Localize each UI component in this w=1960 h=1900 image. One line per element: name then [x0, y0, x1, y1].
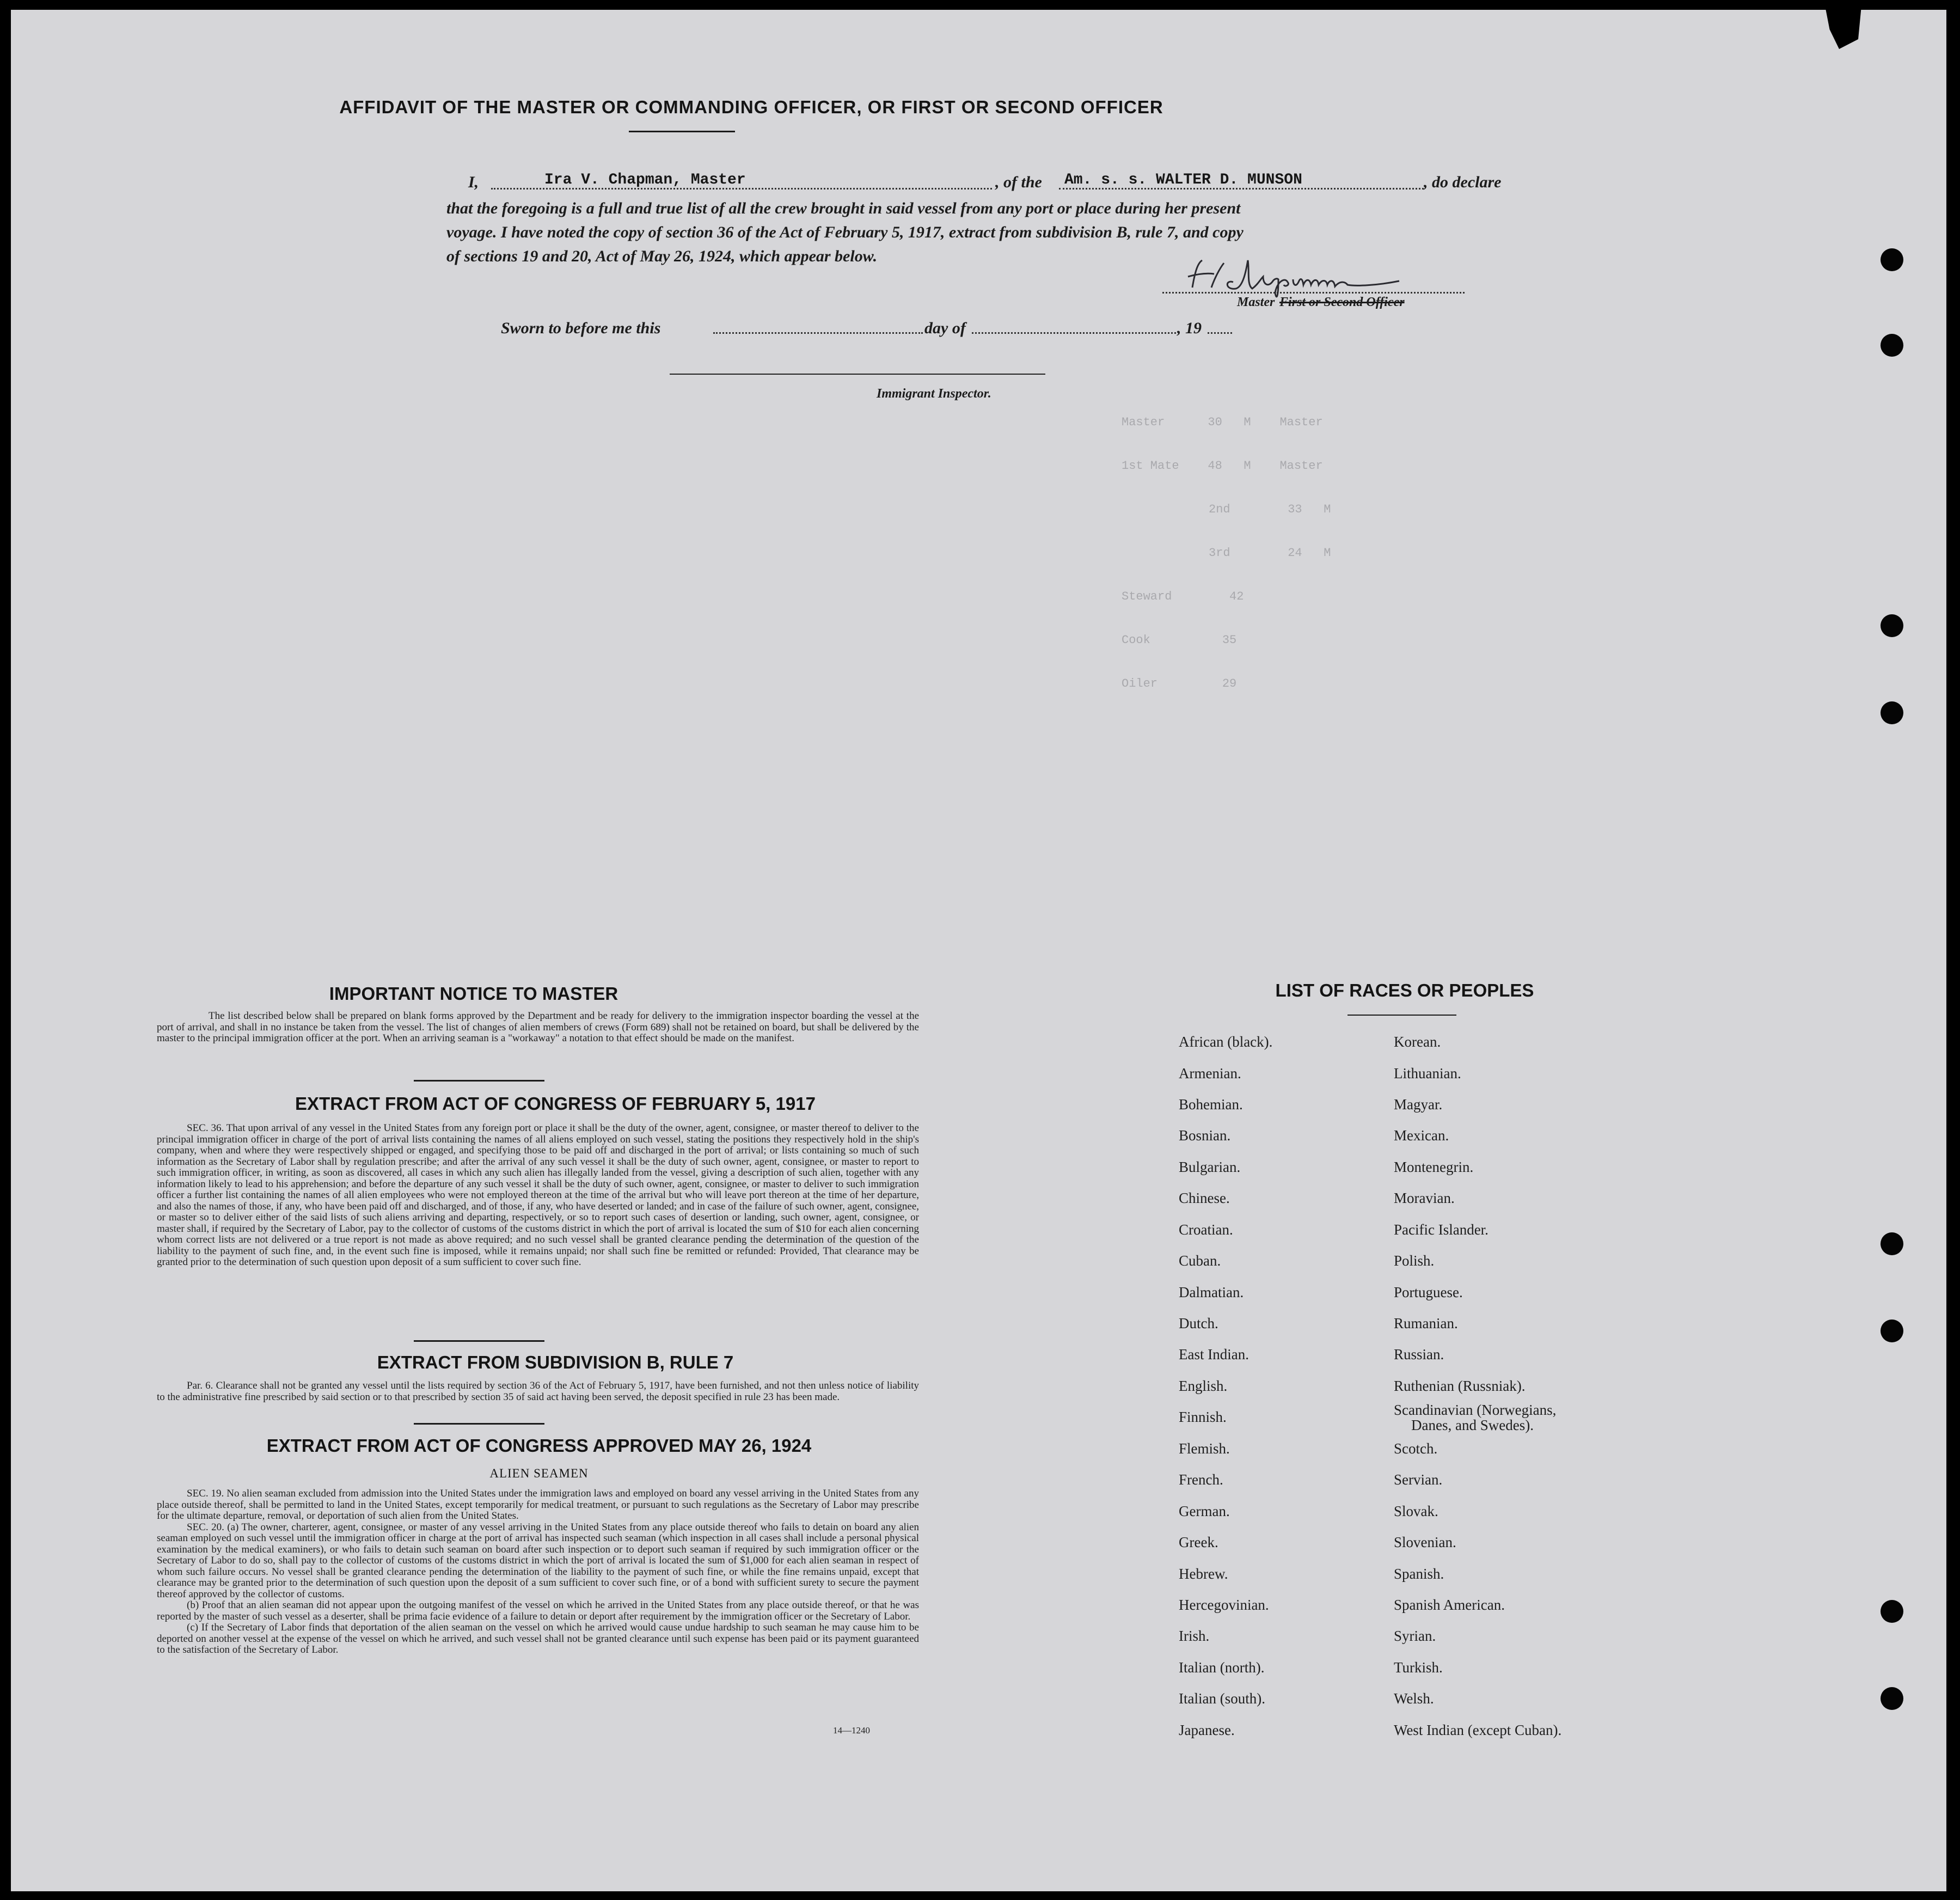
race-item: Korean. — [1394, 1034, 1441, 1050]
act-1924-text — [157, 1488, 919, 1656]
signature — [1181, 255, 1410, 298]
race-item: Rumanian. — [1394, 1315, 1458, 1331]
race-item: East Indian. — [1179, 1346, 1249, 1363]
race-item: Portuguese. — [1394, 1284, 1463, 1300]
torn-corner — [1824, 0, 1862, 49]
race-item: Irish. — [1179, 1628, 1210, 1644]
race-item: Finnish. — [1179, 1409, 1227, 1425]
race-item: Scotch. — [1394, 1440, 1438, 1457]
sworn-month-line — [972, 332, 1176, 334]
sec-20c-text: (c) If the Secretary of Labor finds that deportation of the alien seaman on the vessel on which he arrived would cause undue hardship to such seaman he may cause him to be deported on another vessel at the expense of the vessel on which he arrived, and such vessel shall not be granted clearance until such expense has been paid or its payment guaranteed to the satisfaction of the Secretary of Labor. — [157, 1622, 919, 1655]
punch-hole — [1881, 1319, 1903, 1342]
form-number: 14—1240 — [833, 1725, 870, 1736]
race-item: Servian. — [1394, 1471, 1443, 1488]
punch-hole — [1881, 1232, 1903, 1255]
race-item-continued: Danes, and Swedes). — [1411, 1417, 1534, 1433]
affidavit-title: AFFIDAVIT OF THE MASTER OR COMMANDING OFFICER, OR FIRST OR SECOND OFFICER — [339, 97, 1163, 117]
year-line — [1208, 332, 1232, 334]
divider — [629, 131, 735, 132]
race-item: Montenegrin. — [1394, 1159, 1474, 1175]
master-label: Master — [1237, 295, 1275, 309]
bleed-through-text: Steward 42 — [1122, 590, 1244, 603]
alien-seamen-subtitle: ALIEN SEAMEN — [489, 1467, 589, 1480]
punch-hole — [1881, 248, 1903, 271]
race-item: Italian (south). — [1179, 1690, 1265, 1707]
race-item: Flemish. — [1179, 1440, 1230, 1457]
divider — [414, 1340, 544, 1342]
inspector-label: Immigrant Inspector. — [877, 387, 991, 401]
punch-hole — [1881, 334, 1903, 357]
race-item: Polish. — [1394, 1253, 1435, 1269]
race-item: Croatian. — [1179, 1221, 1233, 1238]
race-item: Greek. — [1179, 1534, 1218, 1550]
affidavit-line-4: of sections 19 and 20, Act of May 26, 1924, which appear below. — [446, 247, 878, 265]
do-declare-label: , do declare — [1424, 173, 1502, 191]
race-item: Lithuanian. — [1394, 1065, 1461, 1082]
rule-7-title: EXTRACT FROM SUBDIVISION B, RULE 7 — [377, 1352, 734, 1372]
inspector-signature-line — [670, 374, 1045, 375]
race-item: Spanish. — [1394, 1566, 1444, 1582]
act-1917-title: EXTRACT FROM ACT OF CONGRESS OF FEBRUARY 5, 1917 — [295, 1093, 816, 1114]
affidavit-i: I, — [468, 173, 479, 191]
bleed-through-text: 2nd 33 M — [1209, 503, 1331, 516]
race-item: Dalmatian. — [1179, 1284, 1244, 1300]
race-item: African (black). — [1179, 1034, 1273, 1050]
vessel-name: Am. s. s. WALTER D. MUNSON — [1064, 172, 1302, 188]
sworn-day-line — [713, 332, 923, 334]
race-item: Slovenian. — [1394, 1534, 1456, 1550]
race-item: Dutch. — [1179, 1315, 1218, 1331]
sec-20b-text: (b) Proof that an alien seaman did not appear upon the outgoing manifest of the vessel on which he arrived in the United States from any place outside thereof, or that he was reported by the master of such vessel as a deserter, shall be prima facie evidence of a failure to detain or deport after requirement by the immigration officer or the Secretary of Labor. — [157, 1599, 919, 1622]
race-item: Turkish. — [1394, 1659, 1443, 1676]
affidavit-line-2: that the foregoing is a full and true list of all the crew brought in said vessel from any port or place during her present — [446, 199, 1241, 217]
struck-officer-title: First or Second Officer — [1279, 295, 1405, 309]
race-item: Syrian. — [1394, 1628, 1436, 1644]
race-item: Cuban. — [1179, 1253, 1221, 1269]
sec-20a-text: SEC. 20. (a) The owner, charterer, agent, consignee, or master of any vessel arriving in the United States from any place outside thereof who fails to detain on board any alien seaman employed on such vessel until the immigration officer in charge at the port of arrival has inspected such seaman (which inspection in all cases shall include a personal physical examination by the medical examiners), or who fails to detain such seaman on board after such inspection or to deport such seaman if required by such immigration officer or the Secretary of Labor to do so, shall pay to the collector of customs of the customs district in which the port of arrival is located the sum of $1,000 for each alien seaman in respect of whom such failure occurs. No vessel shall be granted clearance pending the determination of the liability to the payment of such fine, or while the fine remains unpaid, except that clearance may be granted prior to the determination of such question upon the deposit of a sum sufficient to cover such fine, or of a bond with sufficient surety to secure the payment thereof approved by the collector of customs. — [157, 1521, 919, 1600]
act-1924-title: EXTRACT FROM ACT OF CONGRESS APPROVED MAY 26, 1924 — [266, 1435, 812, 1456]
race-item: Moravian. — [1394, 1190, 1455, 1206]
race-item: Bulgarian. — [1179, 1159, 1241, 1175]
punch-hole — [1881, 701, 1903, 724]
sec-19-text: SEC. 19. No alien seaman excluded from admission into the United States under the immigration laws and employed on board any vessel arriving in the United States from any place outside thereof, shall be permitted to land in the United States, except temporarily for medical treatment, or pursuant to such regulations as the Secretary of Labor may prescribe for the ultimate departure, removal, or deportation of such alien from the United States. — [157, 1488, 919, 1522]
race-item: Mexican. — [1394, 1127, 1449, 1144]
race-item: Hebrew. — [1179, 1566, 1228, 1582]
bleed-through-text: Master 30 M Master — [1122, 416, 1323, 429]
race-item: Ruthenian (Russniak). — [1394, 1378, 1526, 1394]
race-item: English. — [1179, 1378, 1228, 1394]
bleed-through-text: 3rd 24 M — [1209, 546, 1331, 560]
document-page — [11, 10, 1946, 1891]
race-item: Russian. — [1394, 1346, 1444, 1363]
year-label: , 19 — [1177, 319, 1202, 337]
race-item: Bohemian. — [1179, 1096, 1243, 1113]
race-item: West Indian (except Cuban). — [1394, 1722, 1562, 1738]
race-item: Chinese. — [1179, 1190, 1230, 1206]
punch-hole — [1881, 1687, 1903, 1710]
punch-hole — [1881, 614, 1903, 637]
divider — [1347, 1015, 1456, 1016]
bleed-through-text: Oiler 29 — [1122, 677, 1237, 691]
act-1917-text: SEC. 36. That upon arrival of any vessel in the United States from any foreign port or place it shall be the duty of the owner, agent, consignee, or master thereof to deliver to the principal immigration officer in charge of the port of arrival lists containing the names of all aliens employed on such vessel, stating the positions they respectively hold in the ship's company, when and where they were respectively shipped or engaged, and specifying those to be paid off and discharged in the port of arrival; or lists containing so much of such information as the Secretary of Labor shall by regulation prescribe; and after the arrival of any such vessel it shall be the duty of such owner, agent, consignee, or master to report to such immigration officer, in writing, as soon as discovered, all cases in which any such alien has illegally landed from the vessel, giving a description of such alien, together with any information likely to lead to his apprehension; and before the departure of any such vessel it shall be the duty of such owner, agent, consignee, or master to deliver to such immigration officer a further list containing the names of all alien employees who were not employed thereon at the time of the arrival but who will leave port thereon at the time of her departure, and also the names of those, if any, who have been paid off and discharged, and of those, if any, who have deserted or landed; and in case of the failure of such owner, agent, consignee, or master so to deliver either of the said lists of such aliens arriving and departing, respectively, or so to report such cases of desertion or landing, such owner, agent, consignee, or master shall, if required by the Secretary of Labor, pay to the collector of customs of the customs district in which the port of arrival is located the sum of $10 for each alien concerning whom correct lists are not delivered or a true report is not made as above required; and no such vessel shall be granted clearance pending the determination of the question of the liability to the payment of such fine, and, in the event such fine is imposed, while it remains unpaid; nor shall such fine be remitted or refunded: Provided, That clearance may be granted prior to the determination of such question upon deposit of a sum sufficient to cover such fine. — [157, 1122, 919, 1268]
of-the-label: , of the — [995, 173, 1042, 191]
sworn-label: Sworn to before me this — [501, 319, 661, 337]
bleed-through-text: 1st Mate 48 M Master — [1122, 459, 1323, 473]
day-of-label: day of — [924, 319, 966, 337]
race-item: Armenian. — [1179, 1065, 1241, 1082]
race-item: Scandinavian (Norwegians, — [1394, 1402, 1557, 1418]
affidavit-line-3: voyage. I have noted the copy of section 36 of the Act of February 5, 1917, extract from subdivision B, rule 7, and copy — [446, 223, 1244, 241]
race-item: German. — [1179, 1503, 1230, 1519]
race-item: Bosnian. — [1179, 1127, 1231, 1144]
races-title: LIST OF RACES OR PEOPLES — [1275, 980, 1534, 1000]
master-name: Ira V. Chapman, Master — [544, 172, 746, 188]
divider — [414, 1080, 544, 1082]
race-item: Spanish American. — [1394, 1597, 1505, 1613]
rule-7-text: Par. 6. Clearance shall not be granted any vessel until the lists required by section 36 of the Act of February 5, 1917, have been furnished, and not then unless notice of liability to the administrative fine prescribed by said section or to that prescribed by section 35 of said act having been served, the deposit specified in rule 23 has been made. — [157, 1380, 919, 1403]
punch-hole — [1881, 1600, 1903, 1623]
race-item: French. — [1179, 1471, 1223, 1488]
race-item: Welsh. — [1394, 1690, 1434, 1707]
bleed-through-text: Cook 35 — [1122, 633, 1237, 647]
race-item: Hercegovinian. — [1179, 1597, 1269, 1613]
race-item: Pacific Islander. — [1394, 1221, 1489, 1238]
race-item: Italian (north). — [1179, 1659, 1265, 1676]
race-item: Slovak. — [1394, 1503, 1438, 1519]
race-item: Magyar. — [1394, 1096, 1443, 1113]
notice-text: The list described below shall be prepared on blank forms approved by the Department and be ready for delivery to the immigration inspector boarding the vessel at the port of arrival, and shall in no instance be taken from the vessel. The list of changes of alien members of crews (Form 689) shall not be retained on board, but shall be delivered by the master to the principal immigration officer at the port. When an arriving seaman is a "workaway" a notation to that effect should be made on the manifest. — [157, 1010, 919, 1044]
divider — [414, 1423, 544, 1425]
notice-title: IMPORTANT NOTICE TO MASTER — [329, 983, 618, 1004]
race-item: Japanese. — [1179, 1722, 1235, 1738]
